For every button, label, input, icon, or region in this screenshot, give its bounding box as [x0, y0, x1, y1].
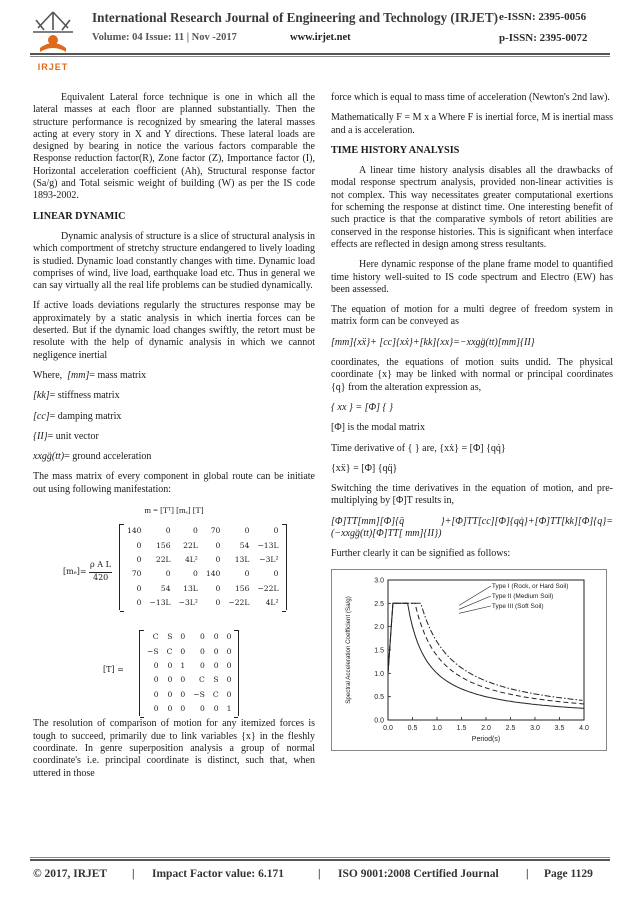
t-matrix-cell: 0	[213, 660, 219, 670]
header-rule	[30, 53, 610, 55]
t-matrix-row	[143, 673, 235, 687]
t-matrix-cell: 0	[226, 632, 232, 642]
t-matrix-cell: 0	[180, 646, 186, 656]
header-rule-thin	[30, 56, 610, 57]
me-matrix-cell: 54	[239, 540, 250, 550]
t-matrix-cell: −S	[147, 646, 159, 656]
me-matrix-cell: 13L	[183, 583, 198, 593]
cc-definition: = damping matrix	[49, 410, 122, 422]
me-matrix-table	[123, 524, 283, 610]
x-tick-label: 0.5	[407, 724, 418, 732]
me-matrix-cell: 0	[136, 583, 142, 593]
t-matrix	[139, 630, 239, 716]
def-stiffness-matrix	[33, 390, 315, 402]
transformation-matrix	[33, 630, 315, 712]
y-tick-label: 0.5	[374, 693, 384, 701]
irjet-logo	[30, 8, 76, 66]
me-matrix-cell: 0	[165, 526, 171, 536]
x-tick-label: 1.5	[456, 724, 467, 732]
heading-linear-dynamic: LINEAR DYNAMIC	[33, 210, 126, 222]
t-matrix-cell: 0	[199, 646, 205, 656]
me-matrix-row	[123, 596, 283, 610]
me-matrix-row	[123, 539, 283, 553]
me-matrix-row	[123, 524, 283, 538]
def-mass-matrix	[33, 370, 315, 382]
t-matrix-cell: 0	[199, 660, 205, 670]
footer-page-number: Page 1129	[544, 868, 593, 880]
me-matrix-cell: 156	[156, 540, 171, 550]
t-matrix-cell: 0	[153, 689, 159, 699]
me-matrix-cell: 22L	[155, 554, 171, 564]
heading-time-history: TIME HISTORY ANALYSIS	[331, 144, 460, 156]
me-matrix-cell: 0	[244, 526, 250, 536]
me-matrix-cell: 0	[136, 554, 142, 564]
me-matrix-cell: −13L	[149, 597, 171, 607]
x-tick-label: 0.0	[383, 724, 393, 732]
legend-entry: Type III (Soft Soil)	[491, 602, 544, 610]
t-matrix-cell: 0	[180, 632, 186, 642]
footer-rule	[30, 859, 610, 861]
t-matrix-cell: 0	[226, 646, 232, 656]
t-matrix-row	[143, 630, 235, 644]
mm-symbol: [mm]	[67, 369, 90, 381]
me-matrix-row	[123, 553, 283, 567]
x-tick-label: 3.5	[554, 724, 565, 732]
paragraph-resolution: The resolution of comparison of motion for any itemized forces is tough to succeed, primarily due to link variables {x} in the fleshly coordinate. In genre superposition analysis a group of normal coordinate's i.e. principal coordinate is distinct, such that, when uttered in those	[33, 718, 315, 779]
me-matrix-cell: 0	[165, 569, 171, 579]
y-tick-label: 1.5	[374, 647, 384, 655]
t-matrix-cell: 0	[167, 675, 173, 685]
footer-separator-3: |	[526, 868, 529, 880]
paragraph-force-equation: Mathematically F = M x a Where F is inertial force, M is inertial mass and a is acceleration.	[331, 112, 613, 136]
t-matrix-row	[143, 645, 235, 659]
t-matrix-cell: 0	[153, 675, 159, 685]
me-matrix-cell: 54	[160, 583, 171, 593]
t-matrix-cell: S	[213, 675, 219, 685]
t-matrix-table	[143, 630, 235, 716]
t-matrix-cell: 0	[226, 660, 232, 670]
t-matrix-cell: C	[212, 689, 219, 699]
kk-definition: = stiffness matrix	[49, 390, 120, 402]
t-matrix-cell: 0	[153, 703, 159, 713]
t-matrix-cell: 0	[199, 703, 205, 713]
e-issn: e-ISSN: 2395-0056	[499, 11, 587, 23]
footer-separator-2: |	[318, 868, 321, 880]
t-matrix-cell: 0	[226, 675, 232, 685]
me-matrix-cell: −3L²	[178, 597, 198, 607]
x-tick-label: 4.0	[579, 724, 589, 732]
me-matrix-cell: 0	[215, 554, 221, 564]
me-matrix-cell: 0	[273, 526, 279, 536]
t-matrix-cell: 0	[180, 703, 186, 713]
me-matrix-cell: 0	[273, 569, 279, 579]
x-tick-label: 2.0	[481, 724, 491, 732]
paragraph-linear-time-history: A linear time history analysis disables all the drawbacks of modal response spectrum analysis, provided non-linear activities is not complex. This way necessitates greater computational exertions for scheming the response at distinct time. One interesting benefit of such practice is that the comparative symbols of retort abilities are conserved in the response histories. This is significant when interface effects are reflected in design among stress resultants.	[331, 165, 613, 250]
footer-copyright: © 2017, IRJET	[33, 868, 108, 880]
x-tick-label: 1.0	[432, 724, 442, 732]
t-matrix-cell: 1	[180, 660, 186, 670]
p-issn: p-ISSN: 2395-0072	[499, 32, 588, 44]
paragraph-modal-matrix: [Φ] is the modal matrix	[331, 422, 425, 434]
mm-definition: = mass matrix	[89, 369, 147, 381]
t-matrix-cell: 0	[180, 689, 186, 699]
paragraph-plane-frame: Here dynamic response of the plane frame model to quantified time history well-suited to IS code spectrum and Electro (EW) has been assessed.	[331, 259, 613, 295]
me-matrix-cell: 0	[193, 526, 198, 536]
equation-transformation: { xx } = [Φ] { }	[331, 401, 394, 413]
chart-plot-frame	[388, 580, 584, 720]
me-matrix-cell: 0	[215, 540, 221, 550]
paragraph-newton: force which is equal to mass time of acceleration (Newton's 2nd law).	[331, 92, 610, 103]
paragraph-active-loads: If active loads deviations regularly the structures response may be approximately by a static analysis in which inertia forces can be deserted. But if the dynamic load changes swiftly, the retort must be resolute with the help of dynamic analysis in which we cannot negligence inertial	[33, 300, 315, 361]
t-matrix-cell: C	[166, 646, 173, 656]
t-matrix-cell: 0	[167, 660, 173, 670]
t-matrix-row	[143, 688, 235, 702]
me-matrix-cell: 70	[131, 569, 142, 579]
response-spectrum-chart	[332, 570, 606, 750]
me-matrix	[119, 524, 287, 610]
t-matrix-cell: 0	[213, 632, 219, 642]
footer-iso: ISO 9001:2008 Certified Journal	[338, 868, 499, 880]
t-matrix-cell: 0	[213, 646, 219, 656]
t-matrix-row	[143, 702, 235, 716]
x-axis-label: Period(s)	[471, 735, 501, 743]
xg-definition: = ground acceleration	[64, 451, 152, 463]
equation-motion: [mm]{xẍ}+ [cc]{xẋ}+[kk]{xx}=−xxgg̈(tt)[mm]{II}	[331, 336, 535, 348]
me-matrix-cell: −13L	[257, 540, 279, 550]
me-matrix-row	[123, 582, 283, 596]
me-matrix-cell: 156	[234, 583, 250, 593]
left-column	[33, 92, 315, 788]
ii-symbol: {II}	[33, 430, 48, 442]
series-line-type-2	[388, 603, 584, 704]
me-frac-num: ρ A L	[89, 559, 112, 572]
paragraph-switching: Switching the time derivatives in the equation of motion, and pre-multiplying by [Φ]T results in,	[331, 483, 613, 507]
me-matrix-cell: 4L²	[184, 554, 198, 564]
def-unit-vector	[33, 431, 315, 443]
me-matrix-cell: 140	[127, 526, 142, 536]
journal-website-link[interactable]: www.irjet.net	[290, 32, 351, 43]
t-matrix-row	[143, 659, 235, 673]
me-matrix-cell: −22L	[228, 597, 250, 607]
y-tick-label: 0.0	[374, 717, 384, 725]
me-matrix-cell: 0	[244, 569, 250, 579]
t-label: [T] =	[103, 665, 124, 675]
me-label: [mₑ]=	[63, 567, 87, 577]
footer-rule-thin	[30, 857, 610, 858]
paragraph-equation-intro: The equation of motion for a multi degree of freedom system in matrix form can be conveyed as	[331, 304, 613, 328]
me-matrix-cell: 70	[210, 526, 221, 536]
equation-modal: [Φ]TT[mm][Φ]{q̈ }+[Φ]TT[cc][Φ]{qq̇}+[Φ]TT[kk][Φ]{q}=(−xxgg̈(tt)[Φ]TT[ mm]{II})	[331, 515, 613, 540]
right-column	[331, 92, 613, 751]
element-mass-matrix	[33, 524, 315, 624]
t-matrix-cell: 0	[180, 675, 186, 685]
me-matrix-cell: 0	[215, 583, 221, 593]
def-damping-matrix	[33, 411, 315, 423]
response-spectrum-figure	[331, 569, 607, 751]
ii-definition: = unit vector	[47, 430, 99, 442]
equation-mass-transform: m = [Tᵀ] [mₑ] [T]	[144, 505, 204, 516]
logo-wordmark: IRJET	[37, 62, 69, 72]
t-matrix-cell: 0	[167, 703, 173, 713]
def-ground-acceleration	[33, 451, 315, 463]
y-tick-label: 2.0	[374, 623, 384, 631]
volume-issue: Volume: 04 Issue: 11 | Nov -2017	[92, 32, 237, 43]
me-matrix-cell: −3L²	[259, 554, 279, 564]
legend-entry: Type II (Medium Soil)	[491, 592, 554, 600]
series-line-type-1	[388, 603, 584, 708]
me-matrix-cell: 4L²	[265, 597, 279, 607]
series-line-type-3	[388, 603, 583, 700]
paragraph-mass-matrix: The mass matrix of every component in global route can be initiate out using following manifestation:	[33, 471, 315, 495]
me-matrix-row	[123, 567, 283, 581]
xg-symbol: xxgg̈(tt)	[33, 451, 65, 463]
me-matrix-cell: 0	[136, 540, 142, 550]
legend-entry: Type I (Rock, or Hard Soil)	[491, 582, 569, 590]
me-matrix-cell: 0	[136, 597, 142, 607]
t-matrix-cell: 0	[213, 703, 219, 713]
me-matrix-cell: −22L	[257, 583, 279, 593]
paragraph-time-derivative: Time derivative of { } are, {xẋ} = [Φ] {qq̇}	[331, 442, 506, 454]
cc-symbol: [cc]	[33, 410, 50, 422]
me-matrix-cell: 0	[193, 569, 198, 579]
me-matrix-cell: 140	[205, 569, 221, 579]
page-header	[0, 0, 638, 80]
t-matrix-cell: C	[152, 632, 159, 642]
t-matrix-cell: 0	[153, 660, 159, 670]
paragraph-dynamic-analysis: Dynamic analysis of structure is a slice of structural analysis in which comportment of stretchy structure endangered to lively loading is studied. Dynamic load constantly changes with time. Dynamic load comprises of wind, live load, earthquake load etc. Thus in general we can say virtually all the real life problems can be studied dynamically.	[33, 230, 315, 292]
t-matrix-cell: 0	[199, 632, 205, 642]
y-axis-label: Spectral Acceleration Coefficient (Sa/g)	[345, 595, 352, 704]
paragraph-coordinates: coordinates, the equations of motion suits undid. The physical coordinate {x} may be linked with normal or principal coordinates {q} from the alteration expression as,	[331, 357, 613, 393]
t-matrix-cell: 0	[167, 689, 173, 699]
x-tick-label: 3.0	[530, 724, 540, 732]
t-matrix-cell: 1	[226, 703, 232, 713]
t-matrix-cell: −S	[193, 689, 205, 699]
y-tick-label: 1.0	[374, 670, 384, 678]
me-matrix-cell: 22L	[183, 540, 198, 550]
me-matrix-cell: 0	[215, 597, 221, 607]
paragraph-second-derivative: {xẍ} = [Φ] {qq̈}	[331, 462, 398, 474]
t-matrix-cell: S	[167, 632, 173, 642]
paragraph-equivalent-lateral: Equivalent Lateral force technique is one in which all the lateral masses at each floor are planned substantially. Then the structure performance is recognized by smearing the lateral masses acting at every story in X and Y directions. These lateral loads are designed by bearing in notice the various factors comparable the Response reduction factor(R), Zone factor (Z), Importance factor (I), Horizontal acceleration coefficient (Ah), Structural response factor (Sa/g) and Total seismic weight of building (W) as per the IS code 1893-2002.	[33, 92, 315, 202]
paragraph-further: Further clearly it can be signified as follows:	[331, 548, 511, 560]
y-tick-label: 3.0	[374, 577, 384, 585]
t-matrix-cell: C	[199, 675, 205, 685]
y-tick-label: 2.5	[374, 600, 384, 608]
kk-symbol: [kk]	[33, 390, 50, 402]
me-frac-den: 420	[93, 573, 109, 583]
journal-title: International Research Journal of Engineering and Technology (IRJET)	[92, 10, 499, 25]
where-label: Where,	[33, 369, 63, 381]
me-matrix-cell: 13L	[234, 554, 250, 564]
x-tick-label: 2.5	[505, 724, 516, 732]
footer-impact-factor: Impact Factor value: 6.171	[152, 868, 285, 880]
footer-separator-1: |	[132, 868, 135, 880]
t-matrix-cell: 0	[226, 689, 232, 699]
